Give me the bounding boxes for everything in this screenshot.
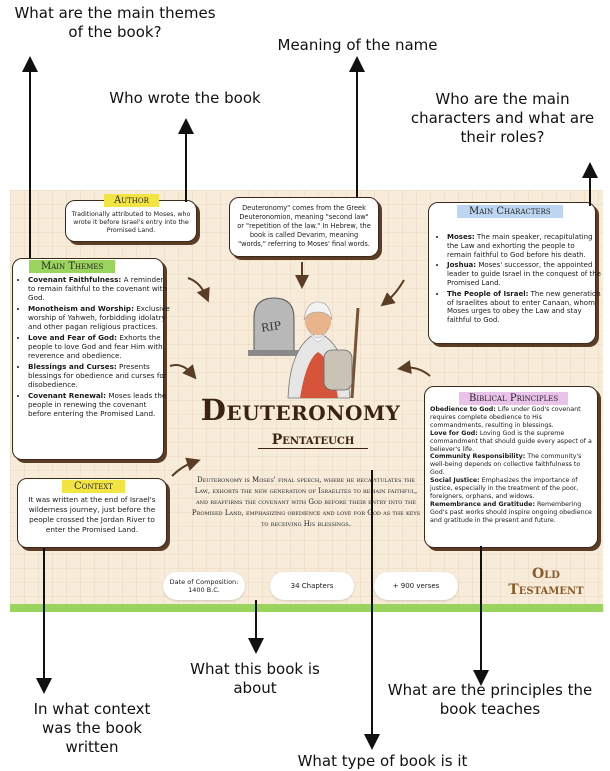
principle-item: Remembrance and Gratitude: Remembering God's past works should inspire ongoing obedience and gratitude in the present and future. <box>430 500 592 524</box>
verses-pill: + 900 verses <box>374 572 458 600</box>
annotation-principles: What are the principles the book teaches <box>387 681 593 718</box>
theme-item: • Covenant Faithfulness: A reminder to remain faithful to the covenant with God. <box>28 275 170 302</box>
testament-line2: Testament <box>508 582 584 598</box>
principle-item: Social Justice: Emphasizes the importance of justice, especially in the treatment of the poor, foreigners, orphans, and widows. <box>430 477 579 500</box>
principle-item: Obedience to God: Life under God's covenant requires complete obedience to His commandments, resulting in blessings. <box>430 406 581 429</box>
annotation-context: In what context was the book written <box>33 700 151 756</box>
principle-item: Community Responsibility: The community's well-being depends on collective faithfulness to God. <box>430 453 582 477</box>
theme-item: • Covenant Renewal: Moses leads the people in renewing the covenant before entering the Promised Land. <box>28 391 170 418</box>
theme-item: • Monotheism and Worship: Exclusive worship of Yahweh, forbidding idolatry and other pagan religious practices. <box>28 304 170 331</box>
curved-arrow-icon <box>172 462 194 476</box>
author-text: Traditionally attributed to Moses, who wrote it before Israel's entry into the Promised Land. <box>71 211 191 234</box>
characters-title: Main Characters <box>457 205 563 218</box>
curved-arrow-icon <box>404 368 430 376</box>
themes-title: Main Themes <box>29 260 115 273</box>
curved-arrow-icon <box>188 278 206 296</box>
author-title: Author <box>104 194 159 207</box>
annotation-characters: Who are the main characters and what are their roles? <box>410 90 595 146</box>
character-item: • Moses: The main speaker, recapitulating the Law and exhorting the people to remain faithful to God before his death. <box>447 233 601 259</box>
book-subtitle: Pentateuch <box>258 432 368 449</box>
principles-title: Biblical Principles <box>459 392 568 405</box>
character-item: • Joshua: Moses' successor, the appointed leader to guide Israel in the conquest of the Promised Land. <box>447 261 601 287</box>
curved-arrow-icon <box>170 365 192 374</box>
theme-item: • Blessings and Curses: Presents blessings for obedience and curses for disobedience. <box>28 362 170 389</box>
annotation-type: What type of book is it <box>297 752 468 770</box>
annotation-author: Who wrote the book <box>109 89 261 107</box>
annotation-about: What this book is about <box>190 660 320 697</box>
annotation-name-meaning: Meaning of the name <box>277 36 438 54</box>
theme-item: • Love and Fear of God: Exhorts the people to love God and fear Him with reverence and obedience. <box>28 333 170 360</box>
principle-item: Love for God: Loving God is the supreme commandment that should guide every aspect of a believer's life. <box>430 429 592 453</box>
curved-arrow-icon <box>386 280 404 302</box>
context-text: It was written at the end of Israel's wilderness journey, just before the people crossed the Jordan River to enter the Promised Land. <box>28 495 156 534</box>
book-title: Deuteronomy <box>200 393 401 427</box>
character-item: • The People of Israel: The new generation of Israelites about to enter Canaan, whom Moses urges to obey the Law and stay faithful to God. <box>447 290 601 325</box>
context-title: Context <box>62 480 125 493</box>
tombstone-text: RIP <box>260 319 282 335</box>
date-pill: Date of Composition: 1400 B.C. <box>163 572 245 600</box>
chapters-pill: 34 Chapters <box>270 572 354 600</box>
testament-line1: Old <box>532 566 560 582</box>
name-meaning-text: Deuteronomy" comes from the Greek Deuteronomion, meaning "second law" or "repetition of the law." In Hebrew, the book is called Devarim, meaning "words," referring to Moses' final words. <box>237 204 371 248</box>
annotation-themes: What are the main themes of the book? <box>14 4 216 41</box>
book-summary: Deuteronomy is Moses' final speech, where he recapitulates the Law, exhorts the new generation of Israelites to remain faithful, and reaffirms the covenant with God before their entry into the Promised Land, emphasizing obedience and love for God as the keys to receiving His blessings. <box>191 476 421 528</box>
